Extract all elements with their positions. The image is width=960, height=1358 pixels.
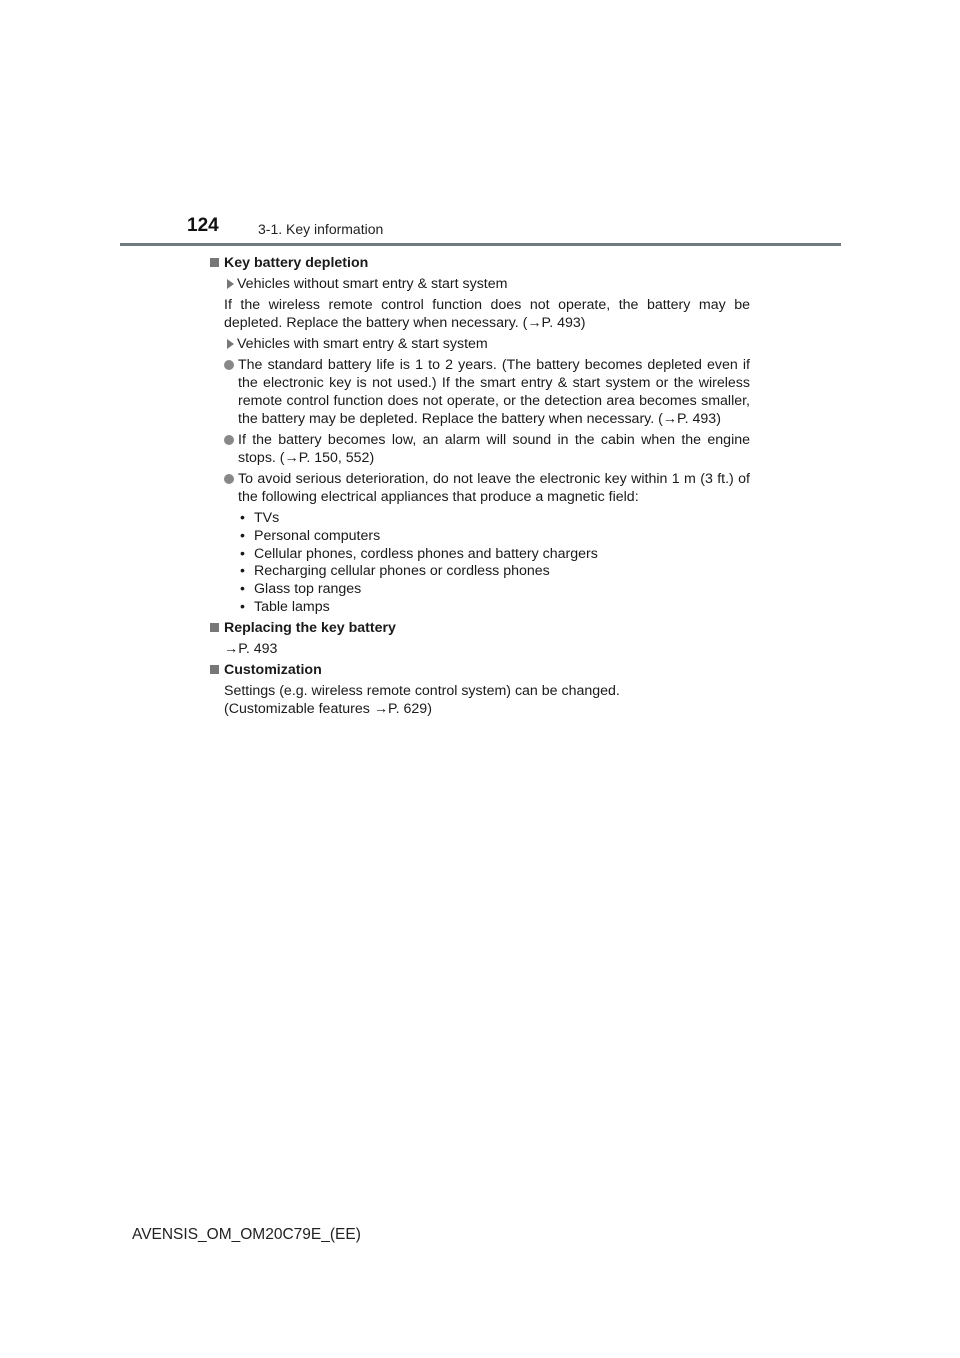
round-bullet-icon	[224, 360, 234, 370]
subheading-text: Vehicles without smart entry & start system	[237, 276, 508, 292]
heading-text: Key battery depletion	[224, 255, 369, 271]
heading-replacing-key-battery	[210, 619, 750, 637]
triangle-bullet-icon	[227, 339, 234, 349]
bullet-low-battery-alarm	[210, 431, 750, 467]
subheading-text: Vehicles with smart entry & start system	[237, 336, 488, 352]
bullet-text: The standard battery life is 1 to 2 years. (The battery becomes depleted even if the electronic key is not used.) If the smart entry & start system or the wireless remote control function does not operate, or the detection area becomes smaller, the battery may be depleted. Replace the battery when necessary. (→P. 493)	[238, 357, 750, 427]
section-title: 3-1. Key information	[258, 221, 384, 237]
subheading-without-smart-entry	[210, 275, 750, 293]
page-content	[210, 254, 750, 721]
heading-customization	[210, 661, 750, 679]
heading-text: Replacing the key battery	[224, 619, 396, 636]
heading-key-battery-depletion	[210, 254, 750, 272]
square-bullet-icon	[210, 665, 219, 674]
list-item: • Glass top ranges	[240, 581, 750, 599]
triangle-bullet-icon	[227, 279, 234, 289]
list-item: • TVs	[240, 510, 750, 528]
paragraph-customization-line1: Settings (e.g. wireless remote control system) can be changed.	[224, 682, 620, 699]
paragraph-customization-line2: (Customizable features →P. 629)	[224, 700, 432, 717]
paragraph-without-smart-entry: If the wireless remote control function does not operate, the battery may be depleted. Replace the battery when necessary. (→P. 493)	[224, 297, 750, 331]
subheading-with-smart-entry	[210, 335, 750, 353]
list-item: • Cellular phones, cordless phones and battery chargers	[240, 546, 750, 564]
list-item: • Personal computers	[240, 528, 750, 546]
page-number: 124	[187, 215, 219, 236]
list-item: • Recharging cellular phones or cordless phones	[240, 563, 750, 581]
square-bullet-icon	[210, 623, 219, 632]
bullet-text: If the battery becomes low, an alarm will sound in the cabin when the engine stops. (→P. 150, 552)	[238, 432, 750, 466]
footer-document-id: AVENSIS_OM_OM20C79E_(EE)	[132, 1226, 361, 1243]
square-bullet-icon	[210, 258, 219, 267]
appliance-list	[210, 510, 750, 617]
paragraph-replacing-reference: →P. 493	[224, 640, 278, 657]
round-bullet-icon	[224, 474, 234, 484]
header-rule	[120, 243, 841, 246]
round-bullet-icon	[224, 435, 234, 445]
bullet-text: To avoid serious deterioration, do not leave the electronic key within 1 m (3 ft.) of the following electrical appliances that produce a magnetic field:	[238, 471, 750, 505]
heading-text: Customization	[224, 661, 322, 678]
bullet-avoid-deterioration	[210, 470, 750, 506]
bullet-battery-life	[210, 356, 750, 428]
list-item: • Table lamps	[240, 599, 750, 617]
